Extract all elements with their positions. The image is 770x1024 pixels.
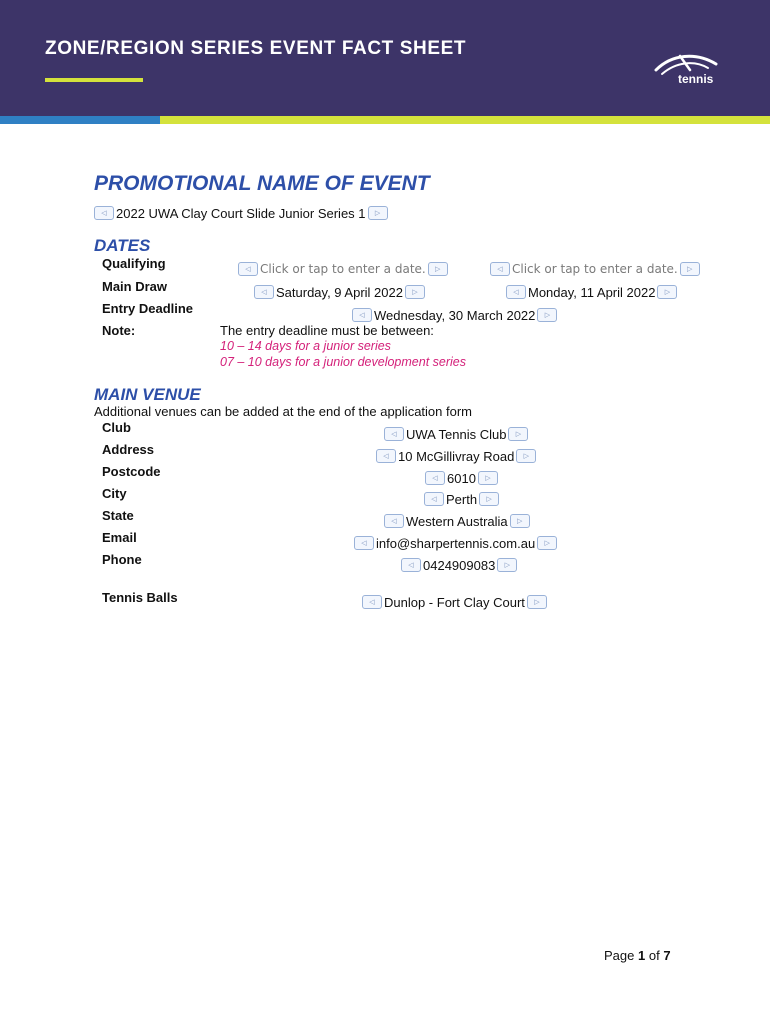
- title-underline: [45, 78, 143, 82]
- content-control-start-tag: ◁: [362, 595, 382, 609]
- entry-deadline-value: Wednesday, 30 March 2022: [374, 307, 536, 323]
- club-value: UWA Tennis Club: [406, 426, 507, 442]
- phone-value: 0424909083: [423, 557, 496, 573]
- promo-name-value: 2022 UWA Clay Court Slide Junior Series 1: [116, 205, 366, 221]
- note-text: The entry deadline must be between:: [220, 323, 434, 338]
- email-value: info@sharpertennis.com.au: [376, 535, 536, 551]
- promo-name-field[interactable]: [94, 204, 388, 222]
- content-control-end-tag: ▷: [657, 285, 677, 299]
- content-control-start-tag: ◁: [490, 262, 510, 276]
- note-label: Note:: [102, 323, 136, 338]
- content-control-start-tag: ◁: [238, 262, 258, 276]
- page-total: 7: [663, 948, 671, 963]
- content-control-end-tag: ▷: [680, 262, 700, 276]
- postcode-value: 6010: [447, 470, 476, 486]
- page-number: [604, 948, 671, 963]
- accent-stripe-blue: [0, 116, 160, 124]
- postcode-field[interactable]: [425, 469, 498, 487]
- main-draw-end-date-picker[interactable]: [506, 283, 677, 301]
- content-control-start-tag: ◁: [254, 285, 274, 299]
- content-control-start-tag: ◁: [354, 536, 374, 550]
- email-field[interactable]: [354, 534, 557, 552]
- content-control-end-tag: ▷: [508, 427, 528, 441]
- state-value: Western Australia: [406, 513, 508, 529]
- content-control-start-tag: ◁: [352, 308, 372, 322]
- content-control-start-tag: ◁: [506, 285, 526, 299]
- main-draw-start-date-picker[interactable]: [254, 283, 425, 301]
- phone-field[interactable]: [401, 556, 517, 574]
- entry-deadline-date-picker[interactable]: [352, 306, 557, 324]
- note-line-junior-series: 10 – 14 days for a junior series: [220, 339, 391, 353]
- dates-heading: DATES: [94, 236, 151, 255]
- tennis-logo: [650, 50, 722, 90]
- qualifying-end-placeholder: Click or tap to enter a date.: [512, 262, 678, 276]
- venue-subtext: Additional venues can be added at the end of the application form: [94, 404, 472, 419]
- address-label: Address: [102, 442, 155, 457]
- promo-heading: PROMOTIONAL NAME OF EVENT: [94, 172, 430, 195]
- main-draw-end-value: Monday, 11 April 2022: [528, 284, 656, 300]
- page-word: Page: [604, 948, 635, 963]
- content-control-start-tag: ◁: [384, 514, 404, 528]
- accent-stripe-green: [160, 116, 770, 124]
- content-control-end-tag: ▷: [537, 308, 557, 322]
- qualifying-start-placeholder: Click or tap to enter a date.: [260, 262, 426, 276]
- content-control-end-tag: ▷: [478, 471, 498, 485]
- page-current: 1: [638, 948, 646, 963]
- note-line-development-series: 07 – 10 days for a junior development series: [220, 355, 466, 369]
- main-venue-heading: MAIN VENUE: [94, 385, 201, 404]
- content-control-start-tag: ◁: [401, 558, 421, 572]
- club-label: Club: [102, 420, 131, 435]
- content-control-end-tag: ▷: [537, 536, 557, 550]
- qualifying-label: Qualifying: [102, 256, 166, 271]
- content-control-end-tag: ▷: [510, 514, 530, 528]
- address-value: 10 McGillivray Road: [398, 448, 515, 464]
- state-field[interactable]: [384, 512, 530, 530]
- city-value: Perth: [446, 491, 478, 507]
- phone-label: Phone: [102, 552, 142, 567]
- content-control-start-tag: ◁: [425, 471, 445, 485]
- page-title: ZONE/REGION SERIES EVENT FACT SHEET: [45, 38, 467, 59]
- content-control-end-tag: ▷: [479, 492, 499, 506]
- content-control-end-tag: ▷: [368, 206, 388, 220]
- city-label: City: [102, 486, 127, 501]
- content-control-end-tag: ▷: [516, 449, 536, 463]
- state-label: State: [102, 508, 134, 523]
- tennis-balls-label: Tennis Balls: [102, 590, 178, 605]
- of-word: of: [648, 948, 660, 963]
- club-field[interactable]: [384, 425, 528, 443]
- postcode-label: Postcode: [102, 464, 161, 479]
- logo-text: tennis: [678, 72, 714, 86]
- content-control-start-tag: ◁: [94, 206, 114, 220]
- entry-deadline-label: Entry Deadline: [102, 301, 194, 316]
- tennis-balls-value: Dunlop - Fort Clay Court: [384, 594, 525, 610]
- content-control-end-tag: ▷: [527, 595, 547, 609]
- content-control-start-tag: ◁: [424, 492, 444, 506]
- content-control-start-tag: ◁: [376, 449, 396, 463]
- content-control-end-tag: ▷: [428, 262, 448, 276]
- content-control-end-tag: ▷: [405, 285, 425, 299]
- email-label: Email: [102, 530, 137, 545]
- main-draw-label: Main Draw: [102, 279, 168, 294]
- header-banner: [0, 0, 770, 116]
- tennis-balls-field[interactable]: [362, 593, 547, 611]
- main-draw-start-value: Saturday, 9 April 2022: [276, 284, 403, 300]
- qualifying-start-date-picker[interactable]: [238, 260, 448, 278]
- qualifying-end-date-picker[interactable]: [490, 260, 700, 278]
- city-field[interactable]: [424, 490, 499, 508]
- address-field[interactable]: [376, 447, 536, 465]
- content-control-end-tag: ▷: [497, 558, 517, 572]
- content-control-start-tag: ◁: [384, 427, 404, 441]
